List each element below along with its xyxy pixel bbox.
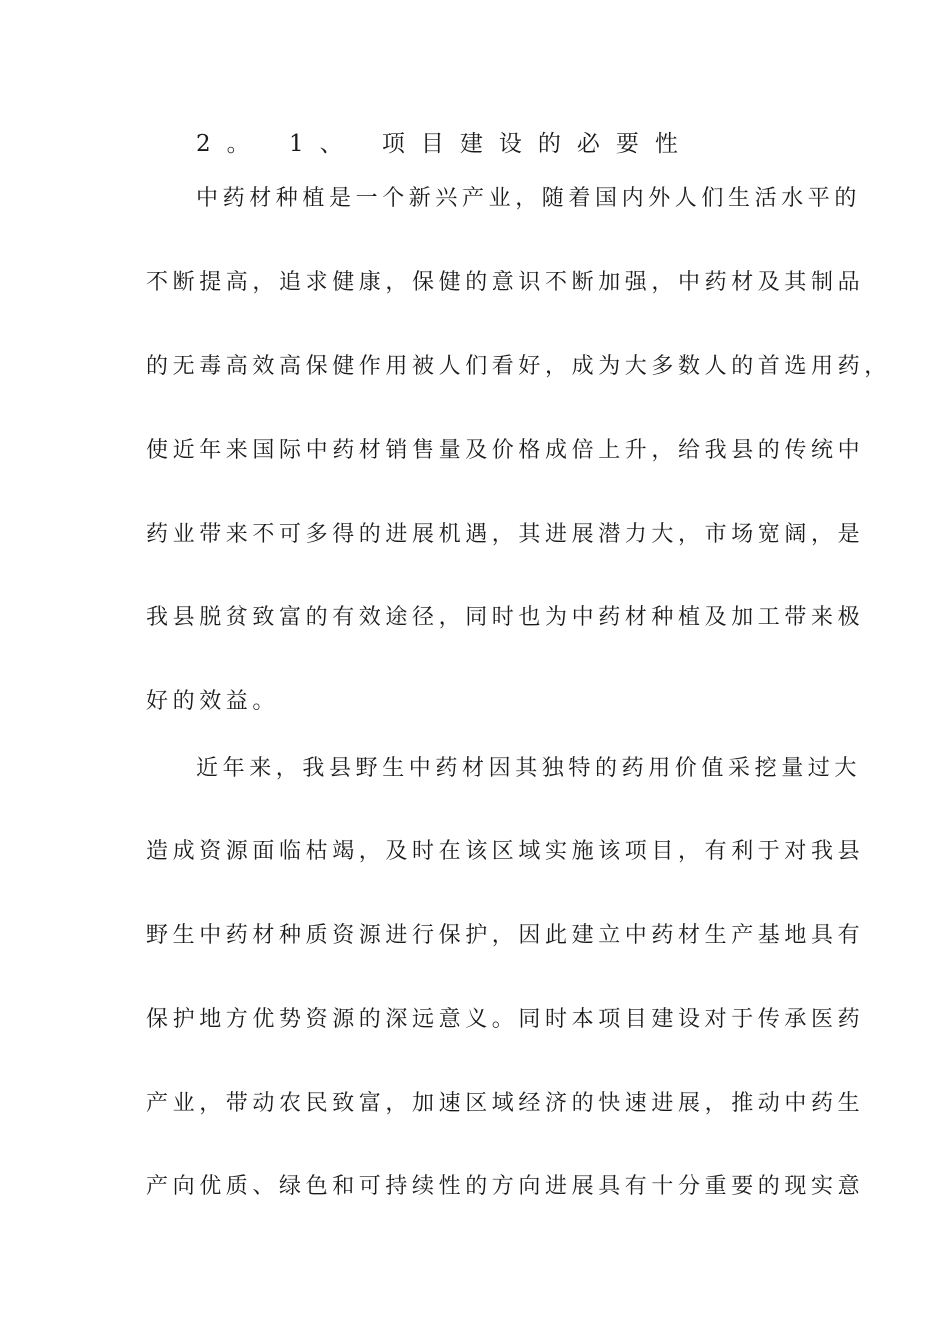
- paragraph-line: 造成资源面临枯竭，及时在该区域实施该项目，有利于对我县: [146, 839, 865, 864]
- paragraph-line: 产向优质、绿色和可持续性的方向进展具有十分重要的现实意: [146, 1174, 865, 1199]
- paragraph-line: 我县脱贫致富的有效途径，同时也为中药材种植及加工带来极: [146, 605, 865, 630]
- paragraph-line: 药业带来不可多得的进展机遇，其进展潜力大，市场宽阔，是: [146, 522, 865, 547]
- paragraph-line: 使近年来国际中药材销售量及价格成倍上升，给我县的传统中: [146, 438, 865, 463]
- paragraph-line: 保护地方优势资源的深远意义。同时本项目建设对于传承医药: [146, 1007, 865, 1032]
- paragraph-line: 野生中药材种质资源进行保护，因此建立中药材生产基地具有: [146, 923, 865, 948]
- section-heading: 2。 1、 项目建设的必要性: [196, 131, 694, 157]
- paragraph-line: 的无毒高效高保健作用被人们看好，成为大多数人的首选用药，: [146, 354, 891, 379]
- paragraph-line: 产业，带动农民致富，加速区域经济的快速进展，推动中药生: [146, 1091, 865, 1116]
- paragraph-line: 近年来，我县野生中药材因其独特的药用价值采挖量过大: [196, 756, 862, 781]
- paragraph-line: 好的效益。: [146, 689, 280, 714]
- paragraph-line: 中药材种植是一个新兴产业，随着国内外人们生活水平的: [196, 186, 862, 211]
- paragraph-line: 不断提高，追求健康，保健的意识不断加强，中药材及其制品: [146, 270, 865, 295]
